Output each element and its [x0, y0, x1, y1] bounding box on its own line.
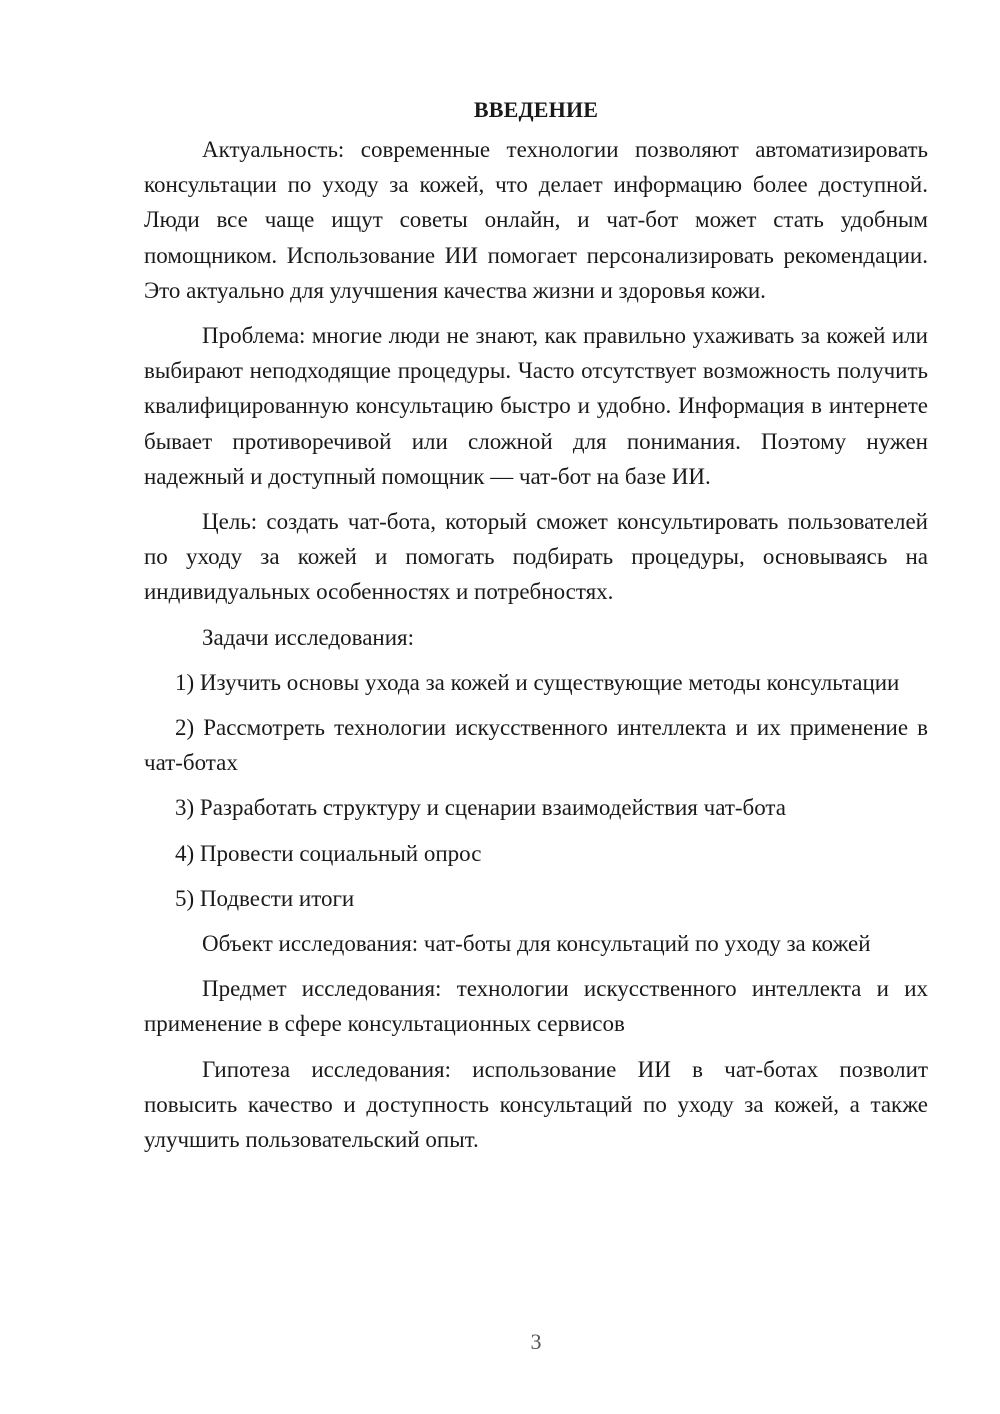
task-item: 5) Подвести итоги [175, 885, 355, 911]
task-item: 3) Разработать структуру и сценарии взаимодействия чат-бота [175, 795, 786, 821]
task-item: 2) Рассмотреть технологии искусственного интеллекта и их применение в чат-ботах [144, 715, 928, 776]
section-title: ВВЕДЕНИЕ [473, 97, 599, 122]
problem-paragraph: Проблема: многие люди не знают, как правильно ухаживать за кожей или выбирают неподходящие процедуры. Часто отсутствует возможность получить квалифицированную консультацию быстро и удобно. Информация в интернете бывает противоречивой или сложной для понимания. Поэтому нужен надежный и доступный помощник — чат-бот на базе ИИ. [144, 323, 928, 489]
hypothesis-paragraph: Гипотеза исследования: использование ИИ в чат-ботах позволит повысить качество и доступность консультаций по уходу за кожей, а также улучшить пользовательский опыт. [144, 1056, 928, 1153]
object-paragraph: Объект исследования: чат-боты для консультаций по уходу за кожей [202, 931, 871, 957]
task-item: 4) Провести социальный опрос [175, 840, 482, 866]
relevance-paragraph: Актуальность: современные технологии позволяют автоматизировать консультации по уходу за кожей, что делает информацию более доступной. Люди все чаще ищут советы онлайн, и чат-бот может стать удобным помощником. Использование ИИ помогает персонализировать рекомендации. Это актуально для улучшения качества жизни и здоровья кожи. [144, 137, 928, 303]
tasks-heading: Задачи исследования: [202, 624, 415, 650]
task-item: 1) Изучить основы ухода за кожей и существующие методы консультации [175, 669, 900, 695]
subject-paragraph: Предмет исследования: технологии искусственного интеллекта и их применение в сфере консультационных сервисов [144, 976, 928, 1037]
goal-paragraph: Цель: создать чат-бота, который сможет консультировать пользователей по уходу за кожей и помогать подбирать процедуры, основываясь на индивидуальных особенностях и потребностях. [144, 509, 928, 605]
document-page [144, 92, 928, 1167]
page-number: 3 [530, 1329, 542, 1354]
